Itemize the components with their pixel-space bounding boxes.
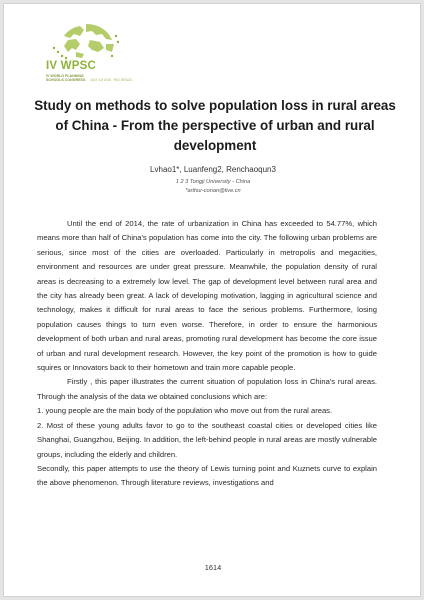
paragraph-intro: Until the end of 2014, the rate of urbanization in China has exceeded to 54.77%, which means more than half of China's population has come into the city. The following urban problems are serious, since most of the cities are overloaded. Particularly in metropolis and megacities, environment and resources are under great pressure. Meanwhile, the population density of rural areas is decreasing to a extremely low level. The gap of development level between rural area and the city has already been great. A lack of developing motivation, lagging in agricultural science and technology, makes it difficult for rural areas to face the serious problems. Furthermore, losing population causes things to turn even worse. Therefore, in order to ensure the harmonious development of both urban and rural areas, promoting rural development has become the core issue of urban and rural development research. However, the key point of the promotion is how to guide squires or Innovators back to their hometown and train more capable people. bbox=[37, 219, 377, 373]
affiliation: 1 2 3 Tongji University - China bbox=[175, 179, 251, 185]
conclusion-item-2: 2. Most of these young adults favor to go to the southeast coastal cities or developed cities like Shanghai, Guangzhou, Beijing. In addition, the left-behind people in rural areas are mostly vulnerable groups, including the elderly and children. bbox=[37, 420, 377, 459]
paragraph-firstly: Firstly , this paper illustrates the current situation of population loss in China's rural areas. Through the analysis of the data we obtained conclusions which are: bbox=[37, 377, 377, 401]
paper-page bbox=[3, 3, 421, 597]
globe-map-icon bbox=[46, 22, 126, 62]
conference-logo bbox=[46, 22, 166, 86]
logo-tagline: JULY 4-8 2016 · RIO, BRAZIL bbox=[90, 78, 133, 82]
page-number: 1614 bbox=[204, 563, 222, 572]
paper-title: Study on methods to solve population loss in rural areas of China - From the perspective of urban and rural development bbox=[34, 98, 396, 153]
logo-subtitle-line1: IV WORLD PLANNING bbox=[46, 74, 84, 78]
logo-title: IV WPSC bbox=[46, 60, 96, 72]
abstract-body bbox=[37, 217, 377, 491]
logo-subtitle-line2: SCHOOLS CONGRESS bbox=[46, 78, 86, 82]
author-list: Lvhao1*, Luanfeng2, Renchaoqun3 bbox=[150, 165, 276, 174]
contact-email: *arthur-conan@live.cn bbox=[185, 188, 241, 194]
conclusion-item-1: 1. young people are the main body of the population who move out from the rural areas. bbox=[37, 406, 333, 416]
paragraph-secondly: Secondly, this paper attempts to use the theory of Lewis turning point and Kuznets curve to explain the above phenomenon. Through literature reviews, investigations and bbox=[37, 463, 377, 488]
